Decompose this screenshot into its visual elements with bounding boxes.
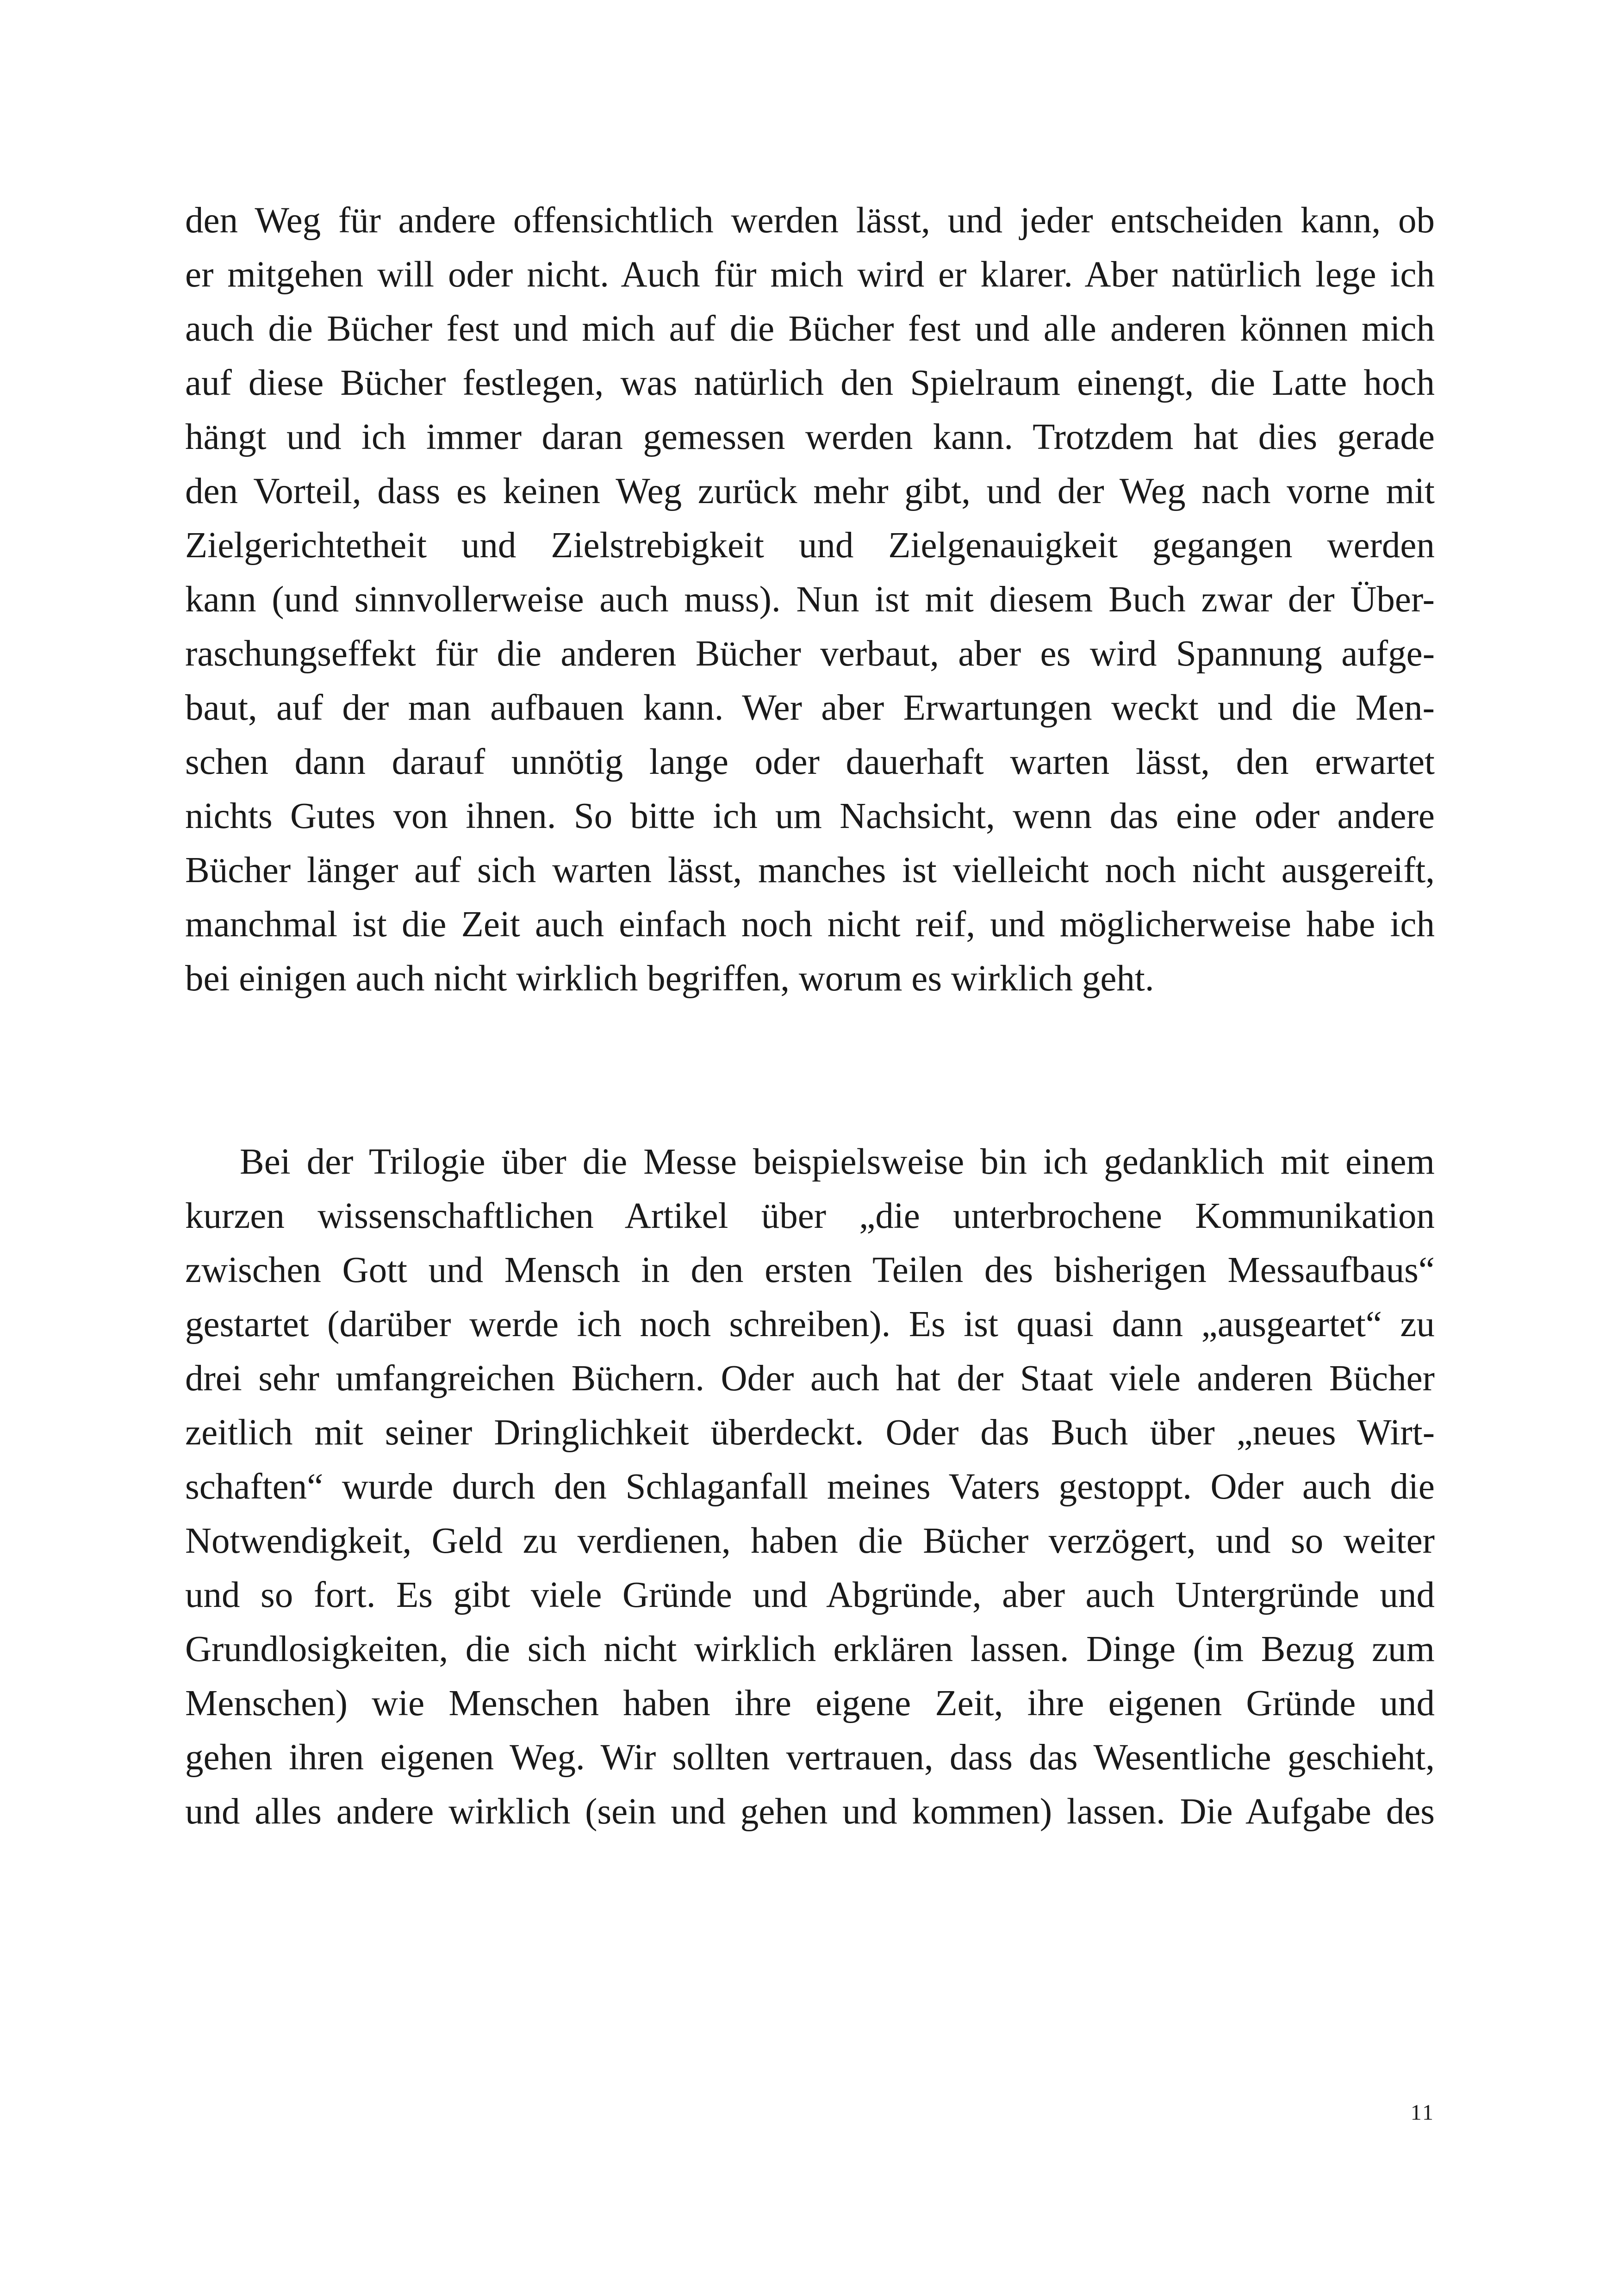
paragraph-2 — [185, 1135, 1435, 1839]
text-line: hängt und ich immer daran gemessen werden kann. Trotzdem hat dies gerade — [185, 417, 1435, 457]
text-line: Bücher länger auf sich warten lässt, manches ist vielleicht noch nicht ausgereift, — [185, 850, 1435, 890]
text-line: kurzen wissenschaftlichen Artikel über „die unterbrochene Kommunikation — [185, 1196, 1435, 1236]
text-line: drei sehr umfangreichen Büchern. Oder auch hat der Staat viele anderen Bücher — [185, 1358, 1435, 1399]
text-line: baut, auf der man aufbauen kann. Wer aber Erwartungen weckt und die Men- — [185, 688, 1435, 728]
text-line: Menschen) wie Menschen haben ihre eigene Zeit, ihre eigenen Gründe und — [185, 1683, 1435, 1724]
text-line: Notwendigkeit, Geld zu verdienen, haben die Bücher verzögert, und so weiter — [185, 1521, 1435, 1561]
text-line: gehen ihren eigenen Weg. Wir sollten vertrauen, dass das Wesentliche geschieht, — [185, 1737, 1435, 1778]
text-line: Bei der Trilogie über die Messe beispielsweise bin ich gedanklich mit einem — [240, 1142, 1435, 1182]
text-line: den Weg für andere offensichtlich werden lässt, und jeder entscheiden kann, ob — [185, 200, 1435, 241]
text-line: und so fort. Es gibt viele Gründe und Abgründe, aber auch Untergründe und — [185, 1575, 1435, 1615]
text-line: den Vorteil, dass es keinen Weg zurück mehr gibt, und der Weg nach vorne mit — [185, 471, 1435, 511]
paragraph-1 — [185, 193, 1435, 1006]
text-line: auf diese Bücher festlegen, was natürlich den Spielraum einengt, die Latte hoch — [185, 363, 1435, 403]
text-line: Zielgerichtetheit und Zielstrebigkeit und Zielgenauigkeit gegangen werden — [185, 525, 1435, 566]
text-line: zwischen Gott und Mensch in den ersten Teilen des bisherigen Messaufbaus“ — [185, 1250, 1435, 1290]
text-line: raschungseffekt für die anderen Bücher verbaut, aber es wird Spannung aufge- — [185, 634, 1435, 674]
text-line: bei einigen auch nicht wirklich begriffen, worum es wirklich geht. — [185, 958, 1154, 999]
text-line: gestartet (darüber werde ich noch schreiben). Es ist quasi dann „ausgeartet“ zu — [185, 1304, 1435, 1344]
text-line: schen dann darauf unnötig lange oder dauerhaft warten lässt, den erwartet — [185, 742, 1435, 782]
text-line: Grundlosigkeiten, die sich nicht wirklich erklären lassen. Dinge (im Bezug zum — [185, 1629, 1435, 1669]
text-line: und alles andere wirklich (sein und gehen und kommen) lassen. Die Aufgabe des — [185, 1792, 1435, 1832]
text-line: auch die Bücher fest und mich auf die Bücher fest und alle anderen können mich — [185, 309, 1435, 349]
text-line: schaften“ wurde durch den Schlaganfall meines Vaters gestoppt. Oder auch die — [185, 1467, 1435, 1507]
text-line: nichts Gutes von ihnen. So bitte ich um Nachsicht, wenn das eine oder andere — [185, 796, 1435, 836]
text-line: kann (und sinnvollerweise auch muss). Nun ist mit diesem Buch zwar der Über- — [185, 579, 1435, 620]
text-line: manchmal ist die Zeit auch einfach noch nicht reif, und möglicherweise habe ich — [185, 904, 1435, 945]
text-line: zeitlich mit seiner Dringlichkeit überdeckt. Oder das Buch über „neues Wirt- — [185, 1412, 1435, 1453]
page-number: 11 — [1410, 2100, 1435, 2125]
text-line: er mitgehen will oder nicht. Auch für mich wird er klarer. Aber natürlich lege ich — [185, 255, 1435, 295]
